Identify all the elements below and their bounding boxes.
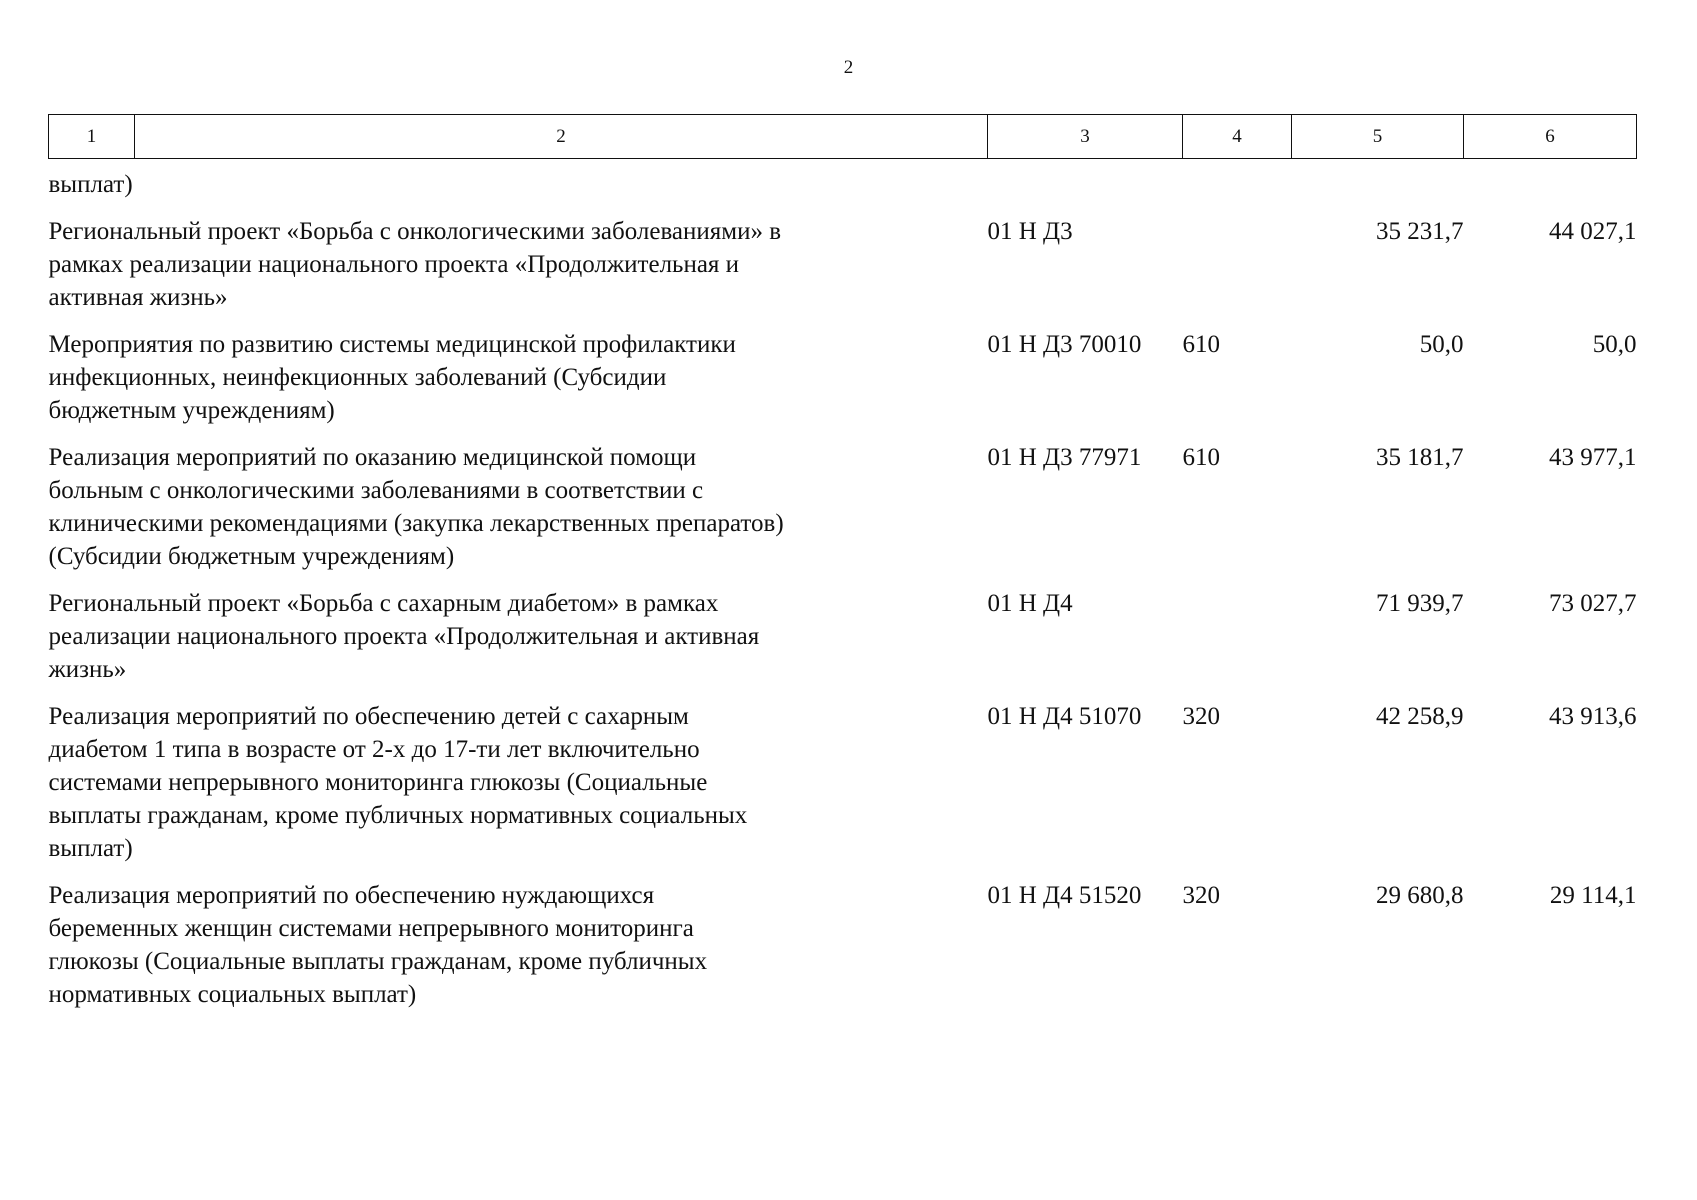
table-body xyxy=(49,159,1637,1026)
row-code: 01 Н Д4 xyxy=(987,590,1073,617)
row-amount-1: 42 258,9 xyxy=(1376,703,1464,730)
row-description: Мероприятия по развитию системы медицинской профилактики инфекционных, неинфекционных заболеваний (Субсидии бюджетным учреждениям) xyxy=(48,331,736,424)
row-amount-2: 50,0 xyxy=(1592,331,1637,358)
row-amount-1: 35 181,7 xyxy=(1376,444,1464,471)
column-header-2: 2 xyxy=(135,115,988,159)
row-type: 610 xyxy=(1182,444,1220,471)
table-row xyxy=(49,700,1637,879)
row-amount-1: 35 231,7 xyxy=(1376,218,1464,245)
table-row xyxy=(49,587,1637,700)
table-row xyxy=(49,215,1637,328)
row-type: 610 xyxy=(1182,331,1220,358)
row-amount-2 xyxy=(1464,159,1637,216)
table-row xyxy=(49,159,1637,216)
row-description: выплат) xyxy=(48,171,133,198)
row-amount-2: 29 114,1 xyxy=(1549,882,1637,909)
row-code: 01 Н Д4 51070 xyxy=(987,703,1142,730)
row-amount-2: 43 977,1 xyxy=(1549,444,1637,471)
table-row xyxy=(49,441,1637,587)
row-code: 01 Н Д3 xyxy=(987,218,1073,245)
budget-table xyxy=(48,114,1637,1025)
table-header xyxy=(49,115,1637,159)
page-number: 2 xyxy=(843,57,854,78)
table-row xyxy=(49,879,1637,1025)
table-row xyxy=(49,328,1637,441)
column-header-1: 1 xyxy=(49,115,135,159)
row-code xyxy=(988,159,1183,216)
row-description: Региональный проект «Борьба с сахарным диабетом» в рамках реализации национального проекта «Продолжительная и активная жизнь» xyxy=(48,590,760,683)
row-code: 01 Н Д4 51520 xyxy=(987,882,1142,909)
row-type: 320 xyxy=(1182,882,1220,909)
row-amount-1: 50,0 xyxy=(1419,331,1464,358)
row-amount-2: 43 913,6 xyxy=(1549,703,1637,730)
row-type xyxy=(1183,587,1292,700)
row-code: 01 Н Д3 77971 xyxy=(987,444,1142,471)
row-description: Реализация мероприятий по обеспечению детей с сахарным диабетом 1 типа в возрасте от 2-х до 17-ти лет включительно системами непрерывного мониторинга глюкозы (Социальные выплаты гражданам, кроме публичных нормативных социальных выплат) xyxy=(48,703,748,862)
column-header-3: 3 xyxy=(988,115,1183,159)
header-row xyxy=(49,115,1637,159)
row-amount-1: 29 680,8 xyxy=(1376,882,1464,909)
row-type: 320 xyxy=(1182,703,1220,730)
row-code: 01 Н Д3 70010 xyxy=(987,331,1142,358)
row-type xyxy=(1183,159,1292,216)
row-amount-1: 71 939,7 xyxy=(1376,590,1464,617)
column-header-4: 4 xyxy=(1183,115,1292,159)
row-amount-1 xyxy=(1292,159,1464,216)
row-description: Реализация мероприятий по обеспечению нуждающихся беременных женщин системами непрерывного мониторинга глюкозы (Социальные выплаты гражданам, кроме публичных нормативных социальных выплат) xyxy=(48,882,708,1008)
column-header-6: 6 xyxy=(1464,115,1637,159)
row-type xyxy=(1183,215,1292,328)
row-description: Реализация мероприятий по оказанию медицинской помощи больным с онкологическими заболеваниями в соответствии с клиническими рекомендациями (закупка лекарственных препаратов) (Субсидии бюджетным учреждениям) xyxy=(48,444,784,570)
row-amount-2: 73 027,7 xyxy=(1549,590,1637,617)
column-header-5: 5 xyxy=(1292,115,1464,159)
row-description: Региональный проект «Борьба с онкологическими заболеваниями» в рамках реализации национального проекта «Продолжительная и активная жизнь» xyxy=(48,218,782,311)
row-amount-2: 44 027,1 xyxy=(1549,218,1637,245)
